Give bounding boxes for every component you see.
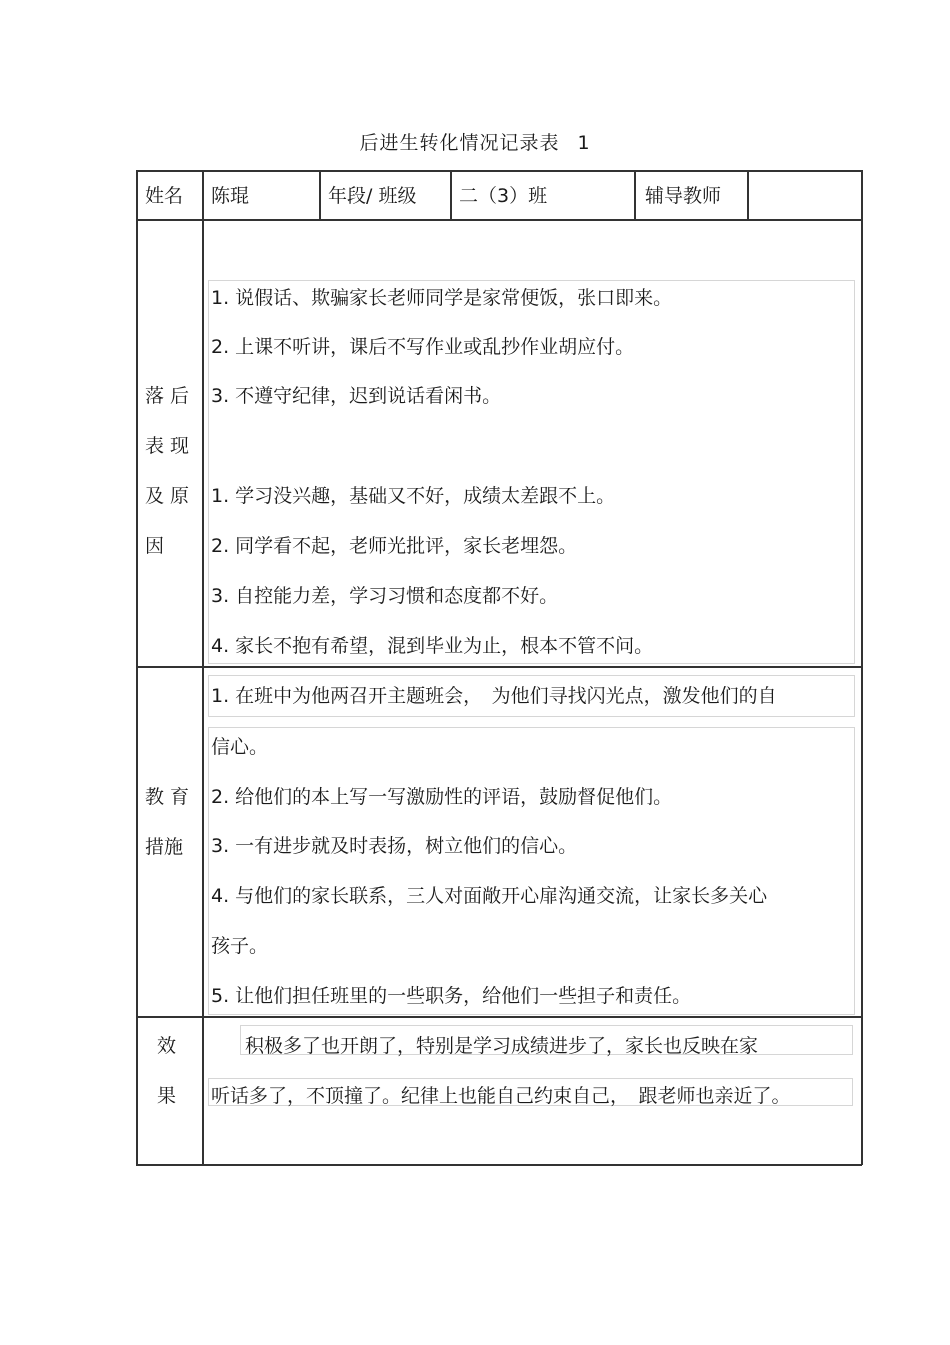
cause-item: 1. 学习没兴趣，基础又不好，成绩太差跟不上。 (211, 485, 616, 507)
effect-label-line: 效 (157, 1035, 177, 1057)
cause-item: 3. 自控能力差，学习习惯和态度都不好。 (211, 585, 559, 607)
teacher-label: 辅导教师 (645, 185, 722, 207)
behavior-item: 3. 不遵守纪律，迟到说话看闲书。 (211, 385, 502, 407)
behavior-label-line: 因 (145, 535, 165, 557)
cause-item: 2. 同学看不起，老师光批评，家长老埋怨。 (211, 535, 578, 557)
measure-line: 5. 让他们担任班里的一些职务，给他们一些担子和责任。 (211, 985, 692, 1007)
measure-line: 3. 一有进步就及时表扬，树立他们的信心。 (211, 835, 578, 857)
grade-label: 年段/ 班级 (328, 185, 417, 207)
effect-label-line: 果 (157, 1085, 177, 1107)
name-label: 姓名 (145, 185, 184, 207)
measures-label-line: 教 育 (145, 786, 190, 808)
measure-line: 孩子。 (211, 935, 269, 957)
measure-line: 2. 给他们的本上写一写激励性的评语，鼓励督促他们。 (211, 786, 673, 808)
grade-value: 二（3）班 (459, 185, 548, 207)
measure-line: 信心。 (211, 736, 269, 758)
measure-line: 1. 在班中为他两召开主题班会， 为他们寻找闪光点，激发他们的自 (211, 685, 777, 707)
measure-line: 4. 与他们的家长联系，三人对面敞开心扉沟通交流，让家长多关心 (211, 885, 768, 907)
name-value: 陈琨 (211, 185, 250, 207)
effect-line: 听话多了，不顶撞了。纪律上也能自己约束自己， 跟老师也亲近了。 (211, 1085, 791, 1107)
behavior-label-line: 落 后 (145, 385, 190, 407)
page-title: 后进生转化情况记录表 1 (359, 132, 591, 154)
behavior-label-line: 及 原 (145, 485, 190, 507)
behavior-label-line: 表 现 (145, 435, 190, 457)
behavior-item: 1. 说假话、欺骗家长老师同学是家常便饭，张口即来。 (211, 287, 673, 309)
cause-item: 4. 家长不抱有希望，混到毕业为止，根本不管不问。 (211, 635, 654, 657)
measures-label-line: 措施 (145, 836, 184, 858)
effect-line: 积极多了也开朗了，特别是学习成绩进步了，家长也反映在家 (245, 1035, 759, 1057)
behavior-item: 2. 上课不听讲，课后不写作业或乱抄作业胡应付。 (211, 336, 635, 358)
